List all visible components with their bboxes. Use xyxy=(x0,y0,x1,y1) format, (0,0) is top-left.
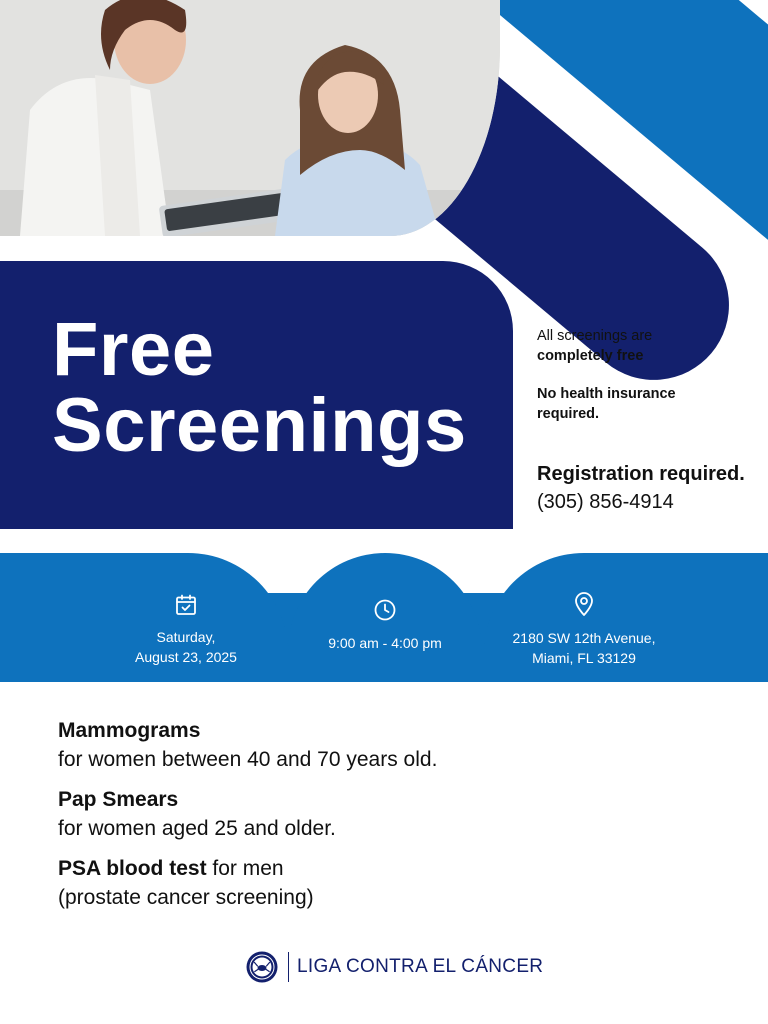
organization-name: LIGA CONTRA EL CÁNCER xyxy=(297,956,544,977)
service-item xyxy=(58,854,718,912)
calendar-icon xyxy=(174,593,198,617)
page-title xyxy=(52,307,467,468)
service-item xyxy=(58,785,718,843)
clock-icon xyxy=(373,598,397,622)
services-list xyxy=(58,716,718,923)
address-line-2: Miami, FL 33129 xyxy=(532,650,636,666)
date-line-2: August 23, 2025 xyxy=(135,649,237,665)
service-description: (prostate cancer screening) xyxy=(58,886,314,909)
service-description: for women between 40 and 70 years old. xyxy=(58,748,438,771)
date-detail xyxy=(86,553,286,682)
date-line-1: Saturday, xyxy=(156,629,216,645)
service-name: Mammograms xyxy=(58,719,201,742)
service-description: for women aged 25 and older. xyxy=(58,817,336,840)
location-pin-icon xyxy=(572,591,596,617)
phone-number: (305) 856-4914 xyxy=(537,491,674,513)
service-audience: for men xyxy=(206,857,284,880)
service-item xyxy=(58,716,718,774)
time-range: 9:00 am - 4:00 pm xyxy=(328,635,442,651)
free-note-line-2: completely free xyxy=(537,348,644,364)
free-note-line-1: All screenings are xyxy=(537,328,653,344)
hero-photo xyxy=(0,0,500,236)
time-detail xyxy=(288,553,482,682)
crab-seal-icon xyxy=(246,951,278,983)
registration-block xyxy=(537,460,757,516)
service-name: PSA blood test xyxy=(58,857,207,880)
service-name: Pap Smears xyxy=(58,788,179,811)
address-line-1: 2180 SW 12th Avenue, xyxy=(512,630,656,646)
insurance-note-line-1: No health insurance xyxy=(537,386,676,402)
registration-title: Registration required. xyxy=(537,463,745,485)
title-line-1: Free xyxy=(52,307,215,392)
logo-divider xyxy=(288,952,289,982)
side-info xyxy=(537,326,757,516)
event-details-band xyxy=(0,553,768,682)
insurance-note-line-2: required. xyxy=(537,406,600,422)
organization-logo xyxy=(246,950,543,984)
title-line-2: Screenings xyxy=(52,383,467,468)
location-detail xyxy=(484,553,684,682)
